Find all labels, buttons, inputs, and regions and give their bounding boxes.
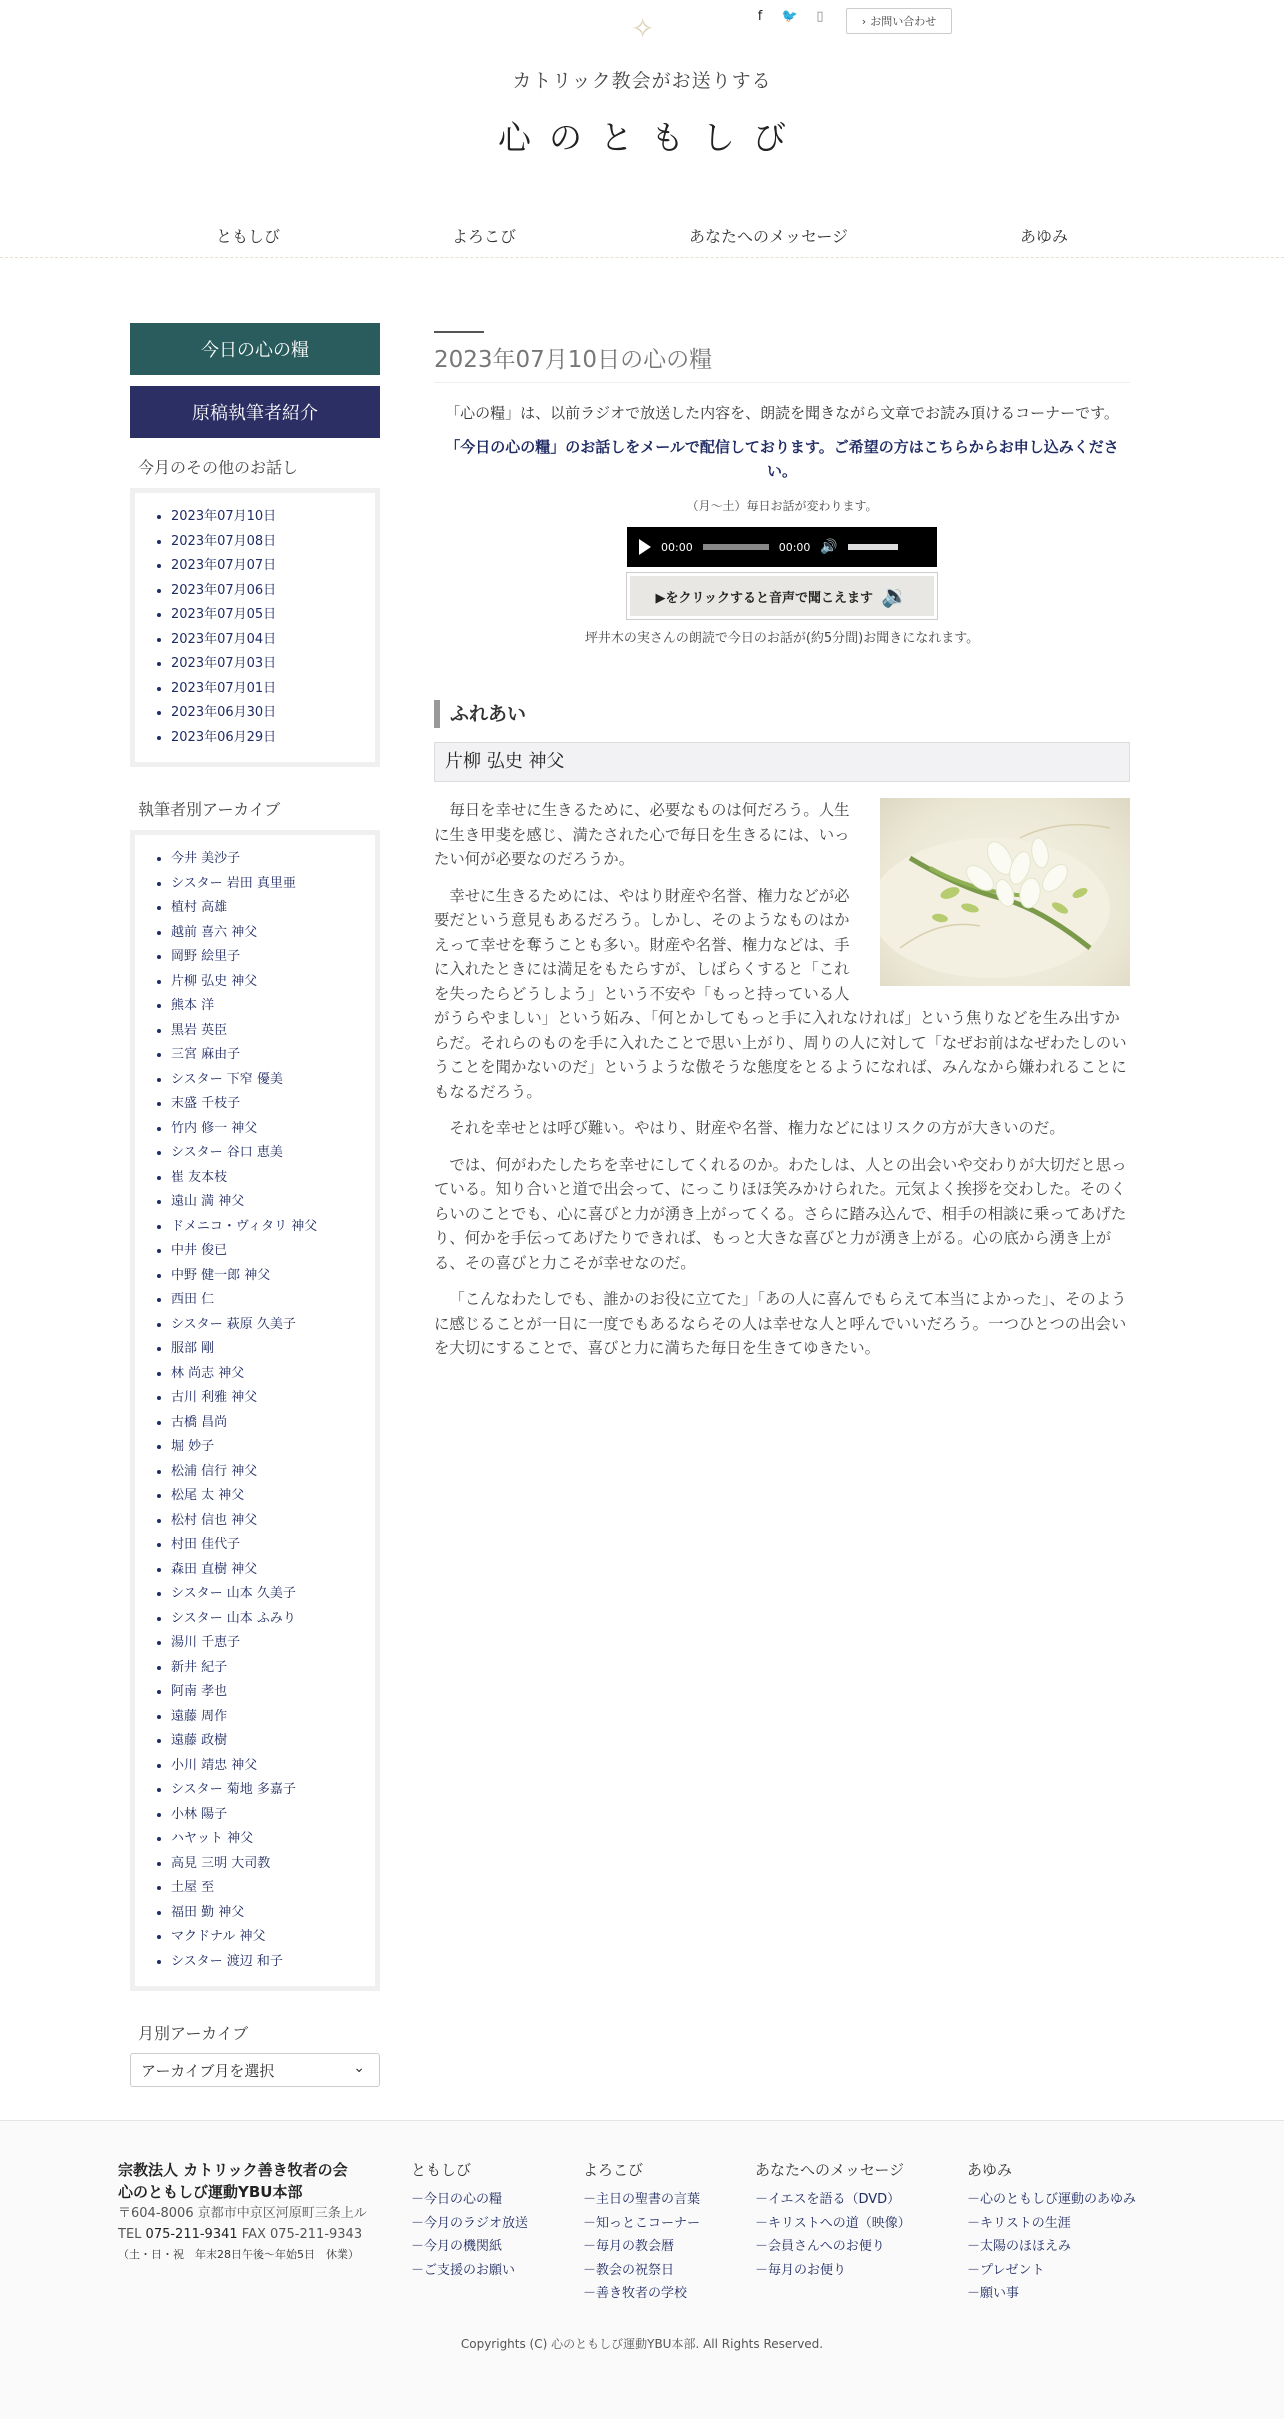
date-link[interactable]: • 2023年07月06日	[171, 579, 375, 604]
title-rule	[434, 331, 484, 333]
author-link[interactable]: • 森田 直樹 神父	[171, 1558, 375, 1583]
article-paragraph: それを幸せとは呼び難い。やはり、財産や名誉、権力などにはリスクの方が大きいのだ。	[449, 1119, 1065, 1137]
author-link[interactable]: • 高見 三明 大司教	[171, 1852, 375, 1877]
footer-link-label: 太陽のほほえみ	[980, 2239, 1072, 2254]
global-nav	[0, 218, 1284, 258]
author-link[interactable]: • 堀 妙子	[171, 1435, 375, 1460]
author-link[interactable]: • 遠藤 政樹	[171, 1729, 375, 1754]
footer-link[interactable]	[583, 2212, 700, 2236]
monthly-select-value: アーカイブ月を選択	[141, 2061, 275, 2080]
audio-player	[627, 527, 937, 567]
intro-text: 「心の糧」は、以前ラジオで放送した内容を、朗読を聞きながら文章でお読み頂けるコーナーです。	[445, 404, 1119, 422]
author-link[interactable]: • 遠山 満 神父	[171, 1190, 375, 1215]
footer-link[interactable]	[755, 2259, 911, 2283]
nav-item-yorokobi[interactable]: よろこび	[452, 227, 517, 246]
copyright: Copyrights (C) 心のともしび運動YBU本部. All Rights Reserved.	[460, 2337, 824, 2351]
author-link[interactable]: • 竹内 修一 神父	[171, 1117, 375, 1142]
dash-icon: －	[583, 2192, 597, 2207]
monthly-archive-heading: 月別アーカイブ	[138, 2024, 249, 2043]
author-archive-heading: 執筆者別アーカイブ	[138, 800, 281, 819]
footer-link-label: キリストへの道（映像）	[768, 2215, 911, 2231]
author-link[interactable]: • 西田 仁	[171, 1288, 375, 1313]
daily-note: （月〜土）毎日お話が変わります。	[686, 499, 878, 513]
footer-link-label: ご支援のお願い	[424, 2262, 516, 2278]
author-link[interactable]: • 松浦 信行 神父	[171, 1460, 375, 1485]
author-link[interactable]: • 越前 喜六 神父	[171, 921, 375, 946]
author-link[interactable]: • 片柳 弘史 神父	[171, 970, 375, 995]
tel-number[interactable]: 075-211-9341	[145, 2227, 238, 2242]
date-link[interactable]: • 2023年07月07日	[171, 554, 375, 579]
chevron-right-icon: ›	[861, 14, 867, 28]
nav-item-tomoshibi[interactable]: ともしび	[216, 227, 281, 246]
footer-col-yorokobi	[583, 2159, 700, 2306]
footer-col-ayumi	[967, 2159, 1136, 2306]
date-link[interactable]: • 2023年07月01日	[171, 677, 375, 702]
footer-link[interactable]	[583, 2188, 700, 2212]
dash-icon: －	[411, 2192, 425, 2207]
dash-icon: －	[583, 2239, 597, 2254]
author-link[interactable]: • 岡野 絵里子	[171, 945, 375, 970]
dash-icon: －	[967, 2262, 981, 2278]
footer-link[interactable]	[967, 2188, 1136, 2212]
footer-col-title: ともしび	[411, 2161, 472, 2179]
author-link[interactable]: • 黒岩 英臣	[171, 1019, 375, 1044]
dash-icon: －	[755, 2215, 769, 2231]
footer-link[interactable]	[755, 2212, 911, 2236]
contact-label: お問い合わせ	[870, 15, 937, 28]
footer-link[interactable]	[583, 2259, 700, 2283]
author-link[interactable]: • 松尾 太 神父	[171, 1484, 375, 1509]
footer-link-list	[583, 2188, 700, 2306]
author-link[interactable]: • 崔 友本枝	[171, 1166, 375, 1191]
nav-divider	[0, 257, 1284, 258]
footer-link-label: 知っとこコーナー	[596, 2215, 701, 2231]
audio-hint-button[interactable]	[627, 573, 937, 619]
dash-icon: －	[967, 2239, 981, 2254]
footer-link[interactable]	[967, 2259, 1136, 2283]
org-phone	[118, 2224, 367, 2245]
tel-label: TEL	[118, 2227, 142, 2242]
footer-col-tomoshibi	[411, 2159, 528, 2282]
org-holiday: （土・日・祝 年末28日午後〜年始5日 休業）	[118, 2248, 359, 2261]
author-link[interactable]: • 松村 信也 神父	[171, 1509, 375, 1534]
date-link[interactable]: • 2023年06月30日	[171, 701, 375, 726]
author-link[interactable]: • 末盛 千枝子	[171, 1092, 375, 1117]
footer-link[interactable]	[755, 2235, 911, 2259]
volume-icon[interactable]: 🔊	[820, 539, 838, 555]
author-link[interactable]: • 湯川 千恵子	[171, 1631, 375, 1656]
sidebar	[130, 323, 380, 2087]
footer-col-title: あゆみ	[967, 2161, 1013, 2179]
footer-link-label: キリストの生涯	[980, 2215, 1071, 2231]
footer-organization	[118, 2159, 367, 2265]
org-address: 〒604-8006 京都市中京区河原町三条上ル	[118, 2206, 367, 2221]
author-link[interactable]: • 植村 高雄	[171, 896, 375, 921]
author-link[interactable]: • シスター 岩田 真里亜	[171, 872, 375, 897]
dash-icon: －	[411, 2239, 425, 2254]
author-link[interactable]: • 村田 佳代子	[171, 1533, 375, 1558]
site-tagline: カトリック教会がお送りする	[512, 70, 772, 92]
volume-slider[interactable]	[848, 544, 898, 550]
flower-photo	[880, 798, 1130, 986]
audio-progress-bar[interactable]	[703, 544, 769, 550]
dash-icon: －	[967, 2286, 981, 2301]
speaker-icon: 🔉	[881, 583, 909, 609]
footer-link-list	[967, 2188, 1136, 2306]
author-link[interactable]: • 林 尚志 神父	[171, 1362, 375, 1387]
footer-link[interactable]	[967, 2235, 1136, 2259]
footer-link[interactable]	[411, 2259, 528, 2283]
author-link[interactable]: • シスター 渡辺 和子	[171, 1950, 375, 1975]
page-title: 2023年07月10日の心の糧	[434, 341, 1130, 383]
author-link[interactable]: • 熊本 洋	[171, 994, 375, 1019]
dash-icon: －	[755, 2239, 769, 2254]
author-name-bar: 片柳 弘史 神父	[434, 742, 1130, 782]
writers-button[interactable]: 原稿執筆者紹介	[130, 386, 380, 438]
dash-icon: －	[411, 2262, 425, 2278]
footer-link-label: 教会の祝祭日	[596, 2262, 675, 2278]
main-content	[434, 323, 1130, 1373]
contact-button[interactable]	[846, 8, 952, 34]
date-link[interactable]: • 2023年07月03日	[171, 652, 375, 677]
star-ornament-icon: ✧	[631, 12, 655, 45]
social-links	[752, 8, 828, 24]
author-link[interactable]: • 古橋 昌尚	[171, 1411, 375, 1436]
article-paragraph: では、何がわたしたちを幸せにしてくれるのか。わたしは、人との出会いや交わりが大切だと思っている。知り合いと道で出会って、にっこりほほ笑みかけられた。元気よく挨拶を交わした。そのくらいのことでも、心に喜びと力が湧き上がってくる。さらに踏み込んで、相手の相談に乗ってあげたり、何かを手伝ってあげたりできれば、もっと大きな喜びと力が湧き上がる。心の底から湧き上がる、その喜びと力こそが幸せなのだ。	[434, 1155, 1127, 1272]
author-link[interactable]: • 福田 勤 神父	[171, 1901, 375, 1926]
other-talks-box	[130, 488, 380, 767]
author-link[interactable]: • 古川 利雅 神父	[171, 1386, 375, 1411]
author-link[interactable]: • 土屋 至	[171, 1876, 375, 1901]
play-icon[interactable]	[639, 539, 651, 555]
dash-icon: －	[755, 2262, 769, 2278]
today-button[interactable]: 今日の心の糧	[130, 323, 380, 375]
article-paragraph: 幸せに生きるためには、やはり財産や名誉、権力などが必要だという意見もあるだろう。しかし、そのようなものはかえって幸せを奪うことも多い。財産や名誉、権力などは、手に入れたときには満足をもたらすが、しばらくすると「これを失ったらどうしよう」という不安や「もっと持っている人がうらやましい」という妬み、「何とかしてもっと手に入れなければ」という焦りなどを生み出すからだ。それらのものを手に入れたことで思い上がり、周りの人に対して「なぜお前はなぜわたしのいうことを聞かないのだ」というような傲そうな態度をとるようになれば、みんなから嫌われることにもなるだろう。	[434, 886, 1127, 1101]
date-link[interactable]: • 2023年06月29日	[171, 726, 375, 751]
footer-link[interactable]	[411, 2235, 528, 2259]
fax-number: FAX 075-211-9343	[241, 2227, 363, 2242]
footer-link-label: 会員さんへのお便り	[768, 2239, 885, 2254]
author-link[interactable]: • 阿南 孝也	[171, 1680, 375, 1705]
footer-link[interactable]	[583, 2235, 700, 2259]
footer-col-title: よろこび	[583, 2161, 644, 2179]
article-paragraph: 「こんなわたしでも、誰かのお役に立てた」「あの人に喜んでもらえて本当によかった」、そのように感じることが一日に一度でもあるならその人は幸せな人と呼んでいいだろう。一つひとつの出会いを大切にすることで、喜びと力に満ちた毎日を生きてゆきたい。	[434, 1290, 1127, 1357]
monthly-archive-select[interactable]	[130, 2053, 380, 2087]
author-link[interactable]: • 中井 俊已	[171, 1239, 375, 1264]
dash-icon: －	[755, 2192, 769, 2207]
flower-illustration	[880, 798, 1130, 986]
article-body	[434, 798, 1130, 1361]
footer-link[interactable]	[583, 2282, 700, 2306]
footer-link-label: 毎月の教会暦	[596, 2239, 675, 2254]
org-sub-name: 心のともしび運動YBU本部	[118, 2183, 303, 2201]
mail-signup-link[interactable]: 「今日の心の糧」のお話しをメールで配信しております。ご希望の方はこちらからお申し込みください。	[445, 438, 1119, 480]
footer-link[interactable]	[967, 2212, 1136, 2236]
author-link[interactable]: • 小林 陽子	[171, 1803, 375, 1828]
footer-link-label: 今日の心の糧	[424, 2192, 503, 2207]
footer-link[interactable]	[411, 2188, 528, 2212]
author-link[interactable]: • シスター 菊地 多嘉子	[171, 1778, 375, 1803]
org-name: 宗教法人 カトリック善き牧者の会	[118, 2161, 348, 2179]
author-link[interactable]: • 三宮 麻由子	[171, 1043, 375, 1068]
footer-link[interactable]	[755, 2188, 911, 2212]
audio-hint-label: ▶をクリックすると音声で聞こえます	[655, 590, 874, 606]
footer-link[interactable]	[411, 2212, 528, 2236]
author-link[interactable]: • シスター 山本 久美子	[171, 1582, 375, 1607]
date-link[interactable]: • 2023年07月04日	[171, 628, 375, 653]
author-link[interactable]: • 中野 健一郎 神父	[171, 1264, 375, 1289]
author-link[interactable]: • シスター 谷口 恵美	[171, 1141, 375, 1166]
footer-col-title: あなたへのメッセージ	[755, 2161, 905, 2179]
author-link[interactable]: • 今井 美沙子	[171, 847, 375, 872]
footer-link-label: 今月のラジオ放送	[424, 2215, 529, 2231]
footer-link-label: 毎月のお便り	[768, 2262, 847, 2278]
footer-link-list	[411, 2188, 528, 2282]
author-link[interactable]: • 服部 剛	[171, 1337, 375, 1362]
footer-link-label: 心のともしび運動のあゆみ	[980, 2192, 1137, 2207]
facebook-icon[interactable]: f	[757, 8, 763, 24]
dash-icon: －	[583, 2286, 597, 2301]
reader-note: 坪井木の実さんの朗読で今日のお話が(約5分間)お聞きになれます。	[584, 631, 980, 646]
audio-total-time: 00:00	[778, 540, 811, 554]
author-link[interactable]: • シスター 山本 ふみり	[171, 1607, 375, 1632]
twitter-icon[interactable]: 🐦	[781, 8, 799, 24]
dash-icon: －	[967, 2215, 981, 2231]
footer-link-list	[755, 2188, 911, 2282]
chevron-down-icon: ⌄	[353, 2060, 365, 2076]
footer-link-label: 願い事	[980, 2286, 1020, 2301]
author-link[interactable]: • ドメニコ・ヴィタリ 神父	[171, 1215, 375, 1240]
author-link[interactable]: • シスター 萩原 久美子	[171, 1313, 375, 1338]
dash-icon: －	[583, 2262, 597, 2278]
date-link[interactable]: • 2023年07月05日	[171, 603, 375, 628]
nav-item-ayumi[interactable]: あゆみ	[1020, 227, 1069, 246]
share-icon[interactable]: ▯	[816, 8, 824, 24]
author-link[interactable]: • ハヤット 神父	[171, 1827, 375, 1852]
footer-link[interactable]	[967, 2282, 1136, 2306]
audio-current-time: 00:00	[661, 540, 693, 554]
footer-link-label: 主日の聖書の言葉	[596, 2192, 701, 2207]
dash-icon: －	[411, 2215, 425, 2231]
date-list	[145, 505, 375, 750]
author-list	[145, 847, 375, 1974]
footer-link-label: イエスを語る（DVD）	[768, 2192, 901, 2207]
other-talks-heading: 今月のその他のお話し	[138, 458, 299, 477]
date-link[interactable]: • 2023年07月08日	[171, 530, 375, 555]
author-archive-box	[130, 830, 380, 1991]
footer-link-label: プレゼント	[980, 2262, 1045, 2278]
author-link[interactable]: • 遠藤 周作	[171, 1705, 375, 1730]
author-link[interactable]: • シスター 下窄 優美	[171, 1068, 375, 1093]
footer-col-message	[755, 2159, 911, 2282]
author-link[interactable]: • マクドナル 神父	[171, 1925, 375, 1950]
nav-item-message[interactable]: あなたへのメッセージ	[689, 227, 849, 246]
site-logo[interactable]: 心のともしび	[498, 118, 804, 157]
section-heading: ふれあい	[434, 700, 1130, 728]
author-link[interactable]: • 小川 靖忠 神父	[171, 1754, 375, 1779]
author-link[interactable]: • 新井 紀子	[171, 1656, 375, 1681]
dash-icon: －	[967, 2192, 981, 2207]
dash-icon: －	[583, 2215, 597, 2231]
article-paragraph: 毎日を幸せに生きるために、必要なものは何だろう。人生に生き甲斐を感じ、満たされた心で毎日を生きるには、いったい何が必要なのだろうか。	[434, 801, 850, 868]
footer-link-label: 今月の機関紙	[424, 2239, 503, 2254]
footer-link-label: 善き牧者の学校	[596, 2286, 688, 2301]
date-link[interactable]: • 2023年07月10日	[171, 505, 375, 530]
